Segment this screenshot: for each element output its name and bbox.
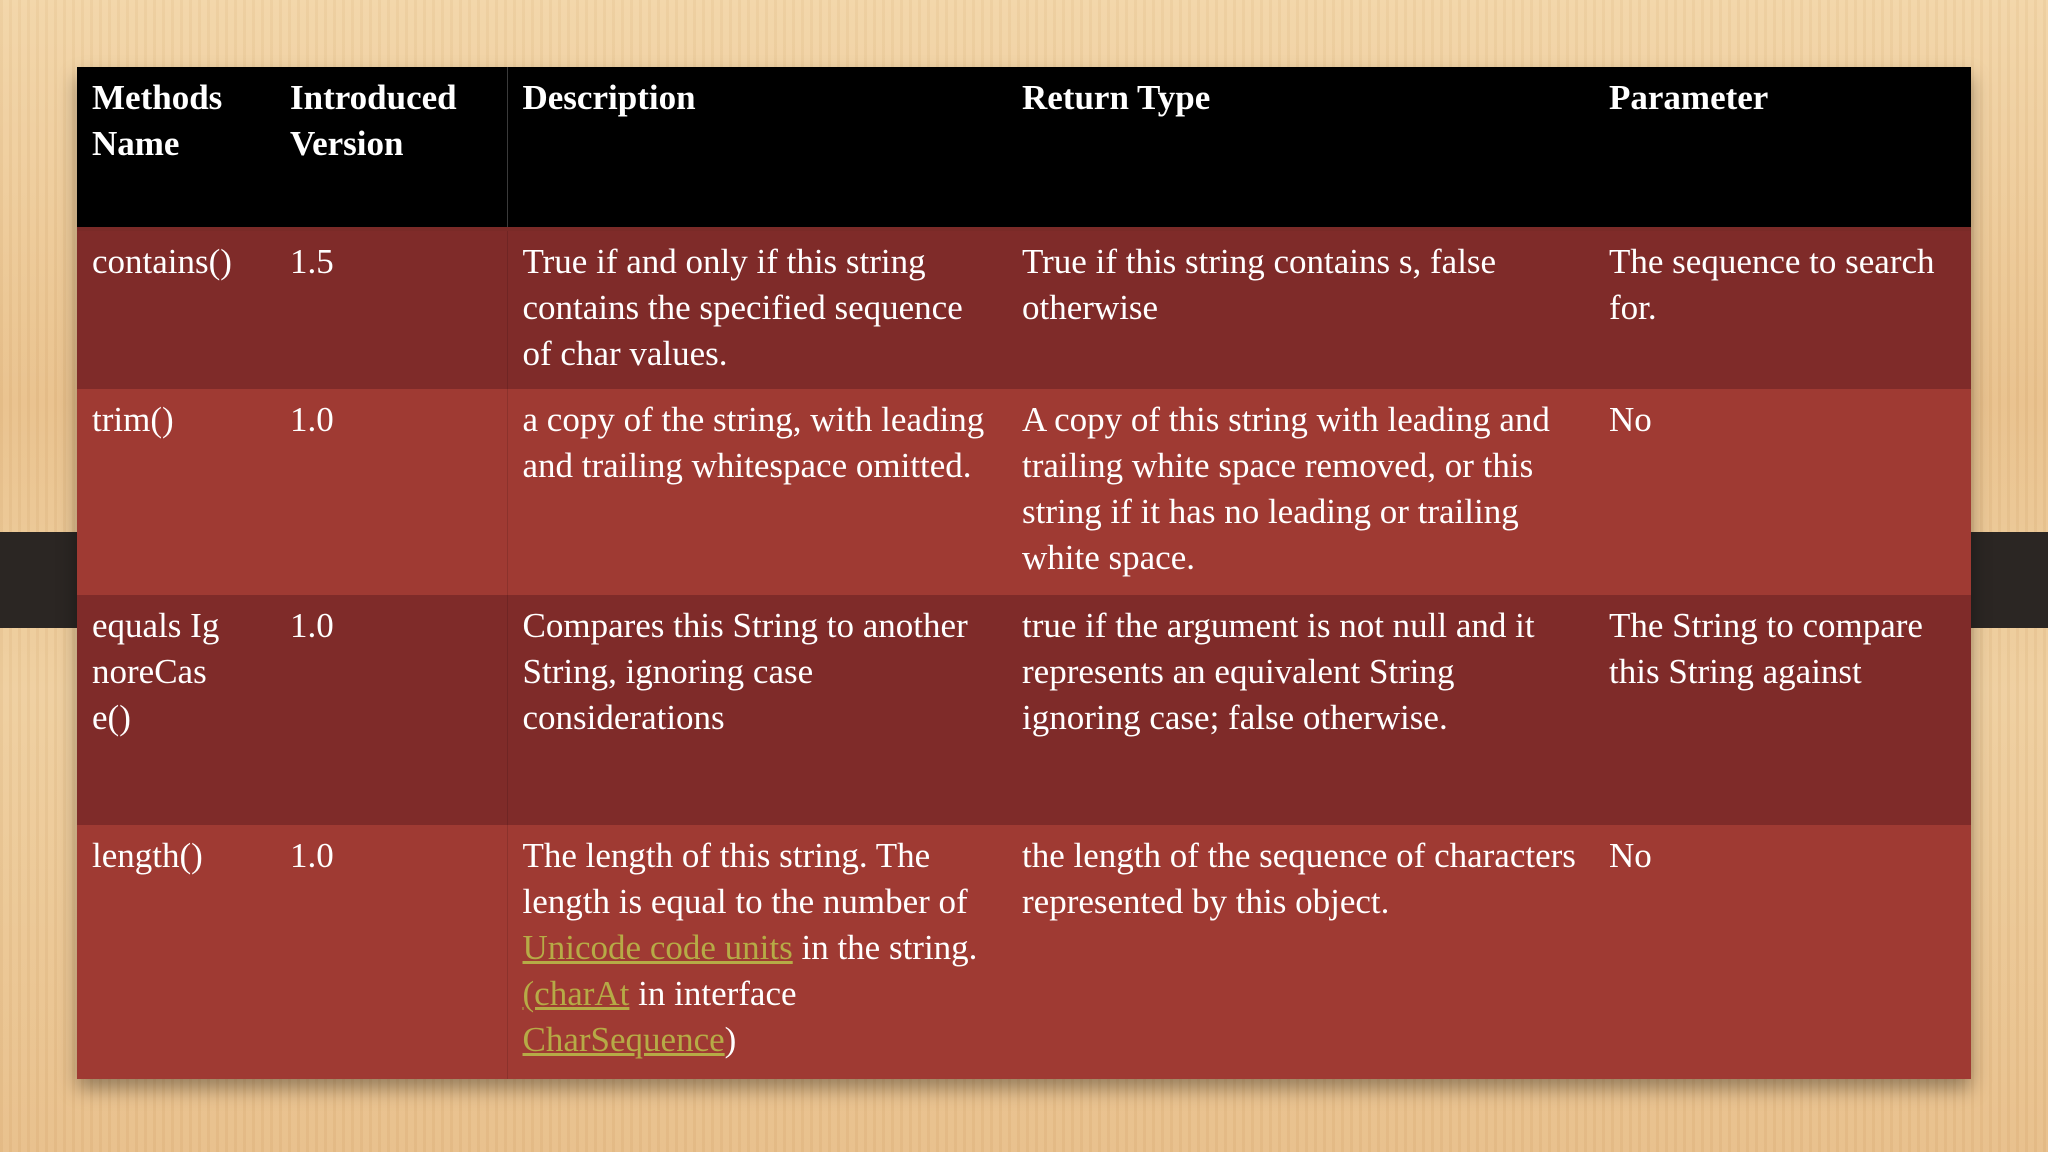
- version-cell: 1.0: [275, 595, 507, 825]
- version-cell: 1.5: [275, 229, 507, 389]
- string-methods-table: [77, 67, 1971, 1079]
- description-text: The length of this string. The length is equal to the number of: [522, 836, 968, 921]
- method-name-cell: [77, 595, 275, 825]
- description-text: ): [724, 1020, 737, 1059]
- header-parameter: Parameter: [1594, 67, 1971, 229]
- return-type-cell: True if this string contains s, false otherwise: [1007, 229, 1594, 389]
- header-row: [77, 67, 1971, 229]
- header-return-type: Return Type: [1007, 67, 1594, 229]
- method-name-cell: trim(): [77, 389, 275, 595]
- return-type-cell: true if the argument is not null and it represents an equivalent String ignoring case; false otherwise.: [1007, 595, 1594, 825]
- return-type-cell: the length of the sequence of characters represented by this object.: [1007, 825, 1594, 1079]
- description-cell: True if and only if this string contains the specified sequence of char values.: [507, 229, 1007, 389]
- description-cell: [507, 825, 1007, 1079]
- version-cell: 1.0: [275, 389, 507, 595]
- charsequence-link[interactable]: CharSequence: [522, 1020, 725, 1059]
- unicode-code-units-link[interactable]: Unicode code units: [522, 928, 793, 967]
- parameter-cell: No: [1594, 825, 1971, 1079]
- table-row: [77, 229, 1971, 389]
- table-row: [77, 595, 1971, 825]
- method-name-text: equals IgnoreCase(): [92, 606, 220, 737]
- method-name-cell: length(): [77, 825, 275, 1079]
- description-cell: a copy of the string, with leading and trailing whitespace omitted.: [507, 389, 1007, 595]
- header-introduced-version: Introduced Version: [275, 67, 507, 229]
- description-text: in interface: [638, 974, 797, 1013]
- parameter-cell: The sequence to search for.: [1594, 229, 1971, 389]
- parameter-cell: No: [1594, 389, 1971, 595]
- table-row: [77, 389, 1971, 595]
- parameter-cell: The String to compare this String against: [1594, 595, 1971, 825]
- method-name-cell: contains(): [77, 229, 275, 389]
- version-cell: 1.0: [275, 825, 507, 1079]
- return-type-cell: A copy of this string with leading and trailing white space removed, or this string if it has no leading or trailing white space.: [1007, 389, 1594, 595]
- description-cell: Compares this String to another String, ignoring case considerations: [507, 595, 1007, 825]
- description-text: in the string.: [801, 928, 978, 967]
- header-description: Description: [507, 67, 1007, 229]
- header-methods-name: Methods Name: [77, 67, 275, 229]
- table-row: [77, 825, 1971, 1079]
- charat-link[interactable]: (charAt: [522, 974, 630, 1013]
